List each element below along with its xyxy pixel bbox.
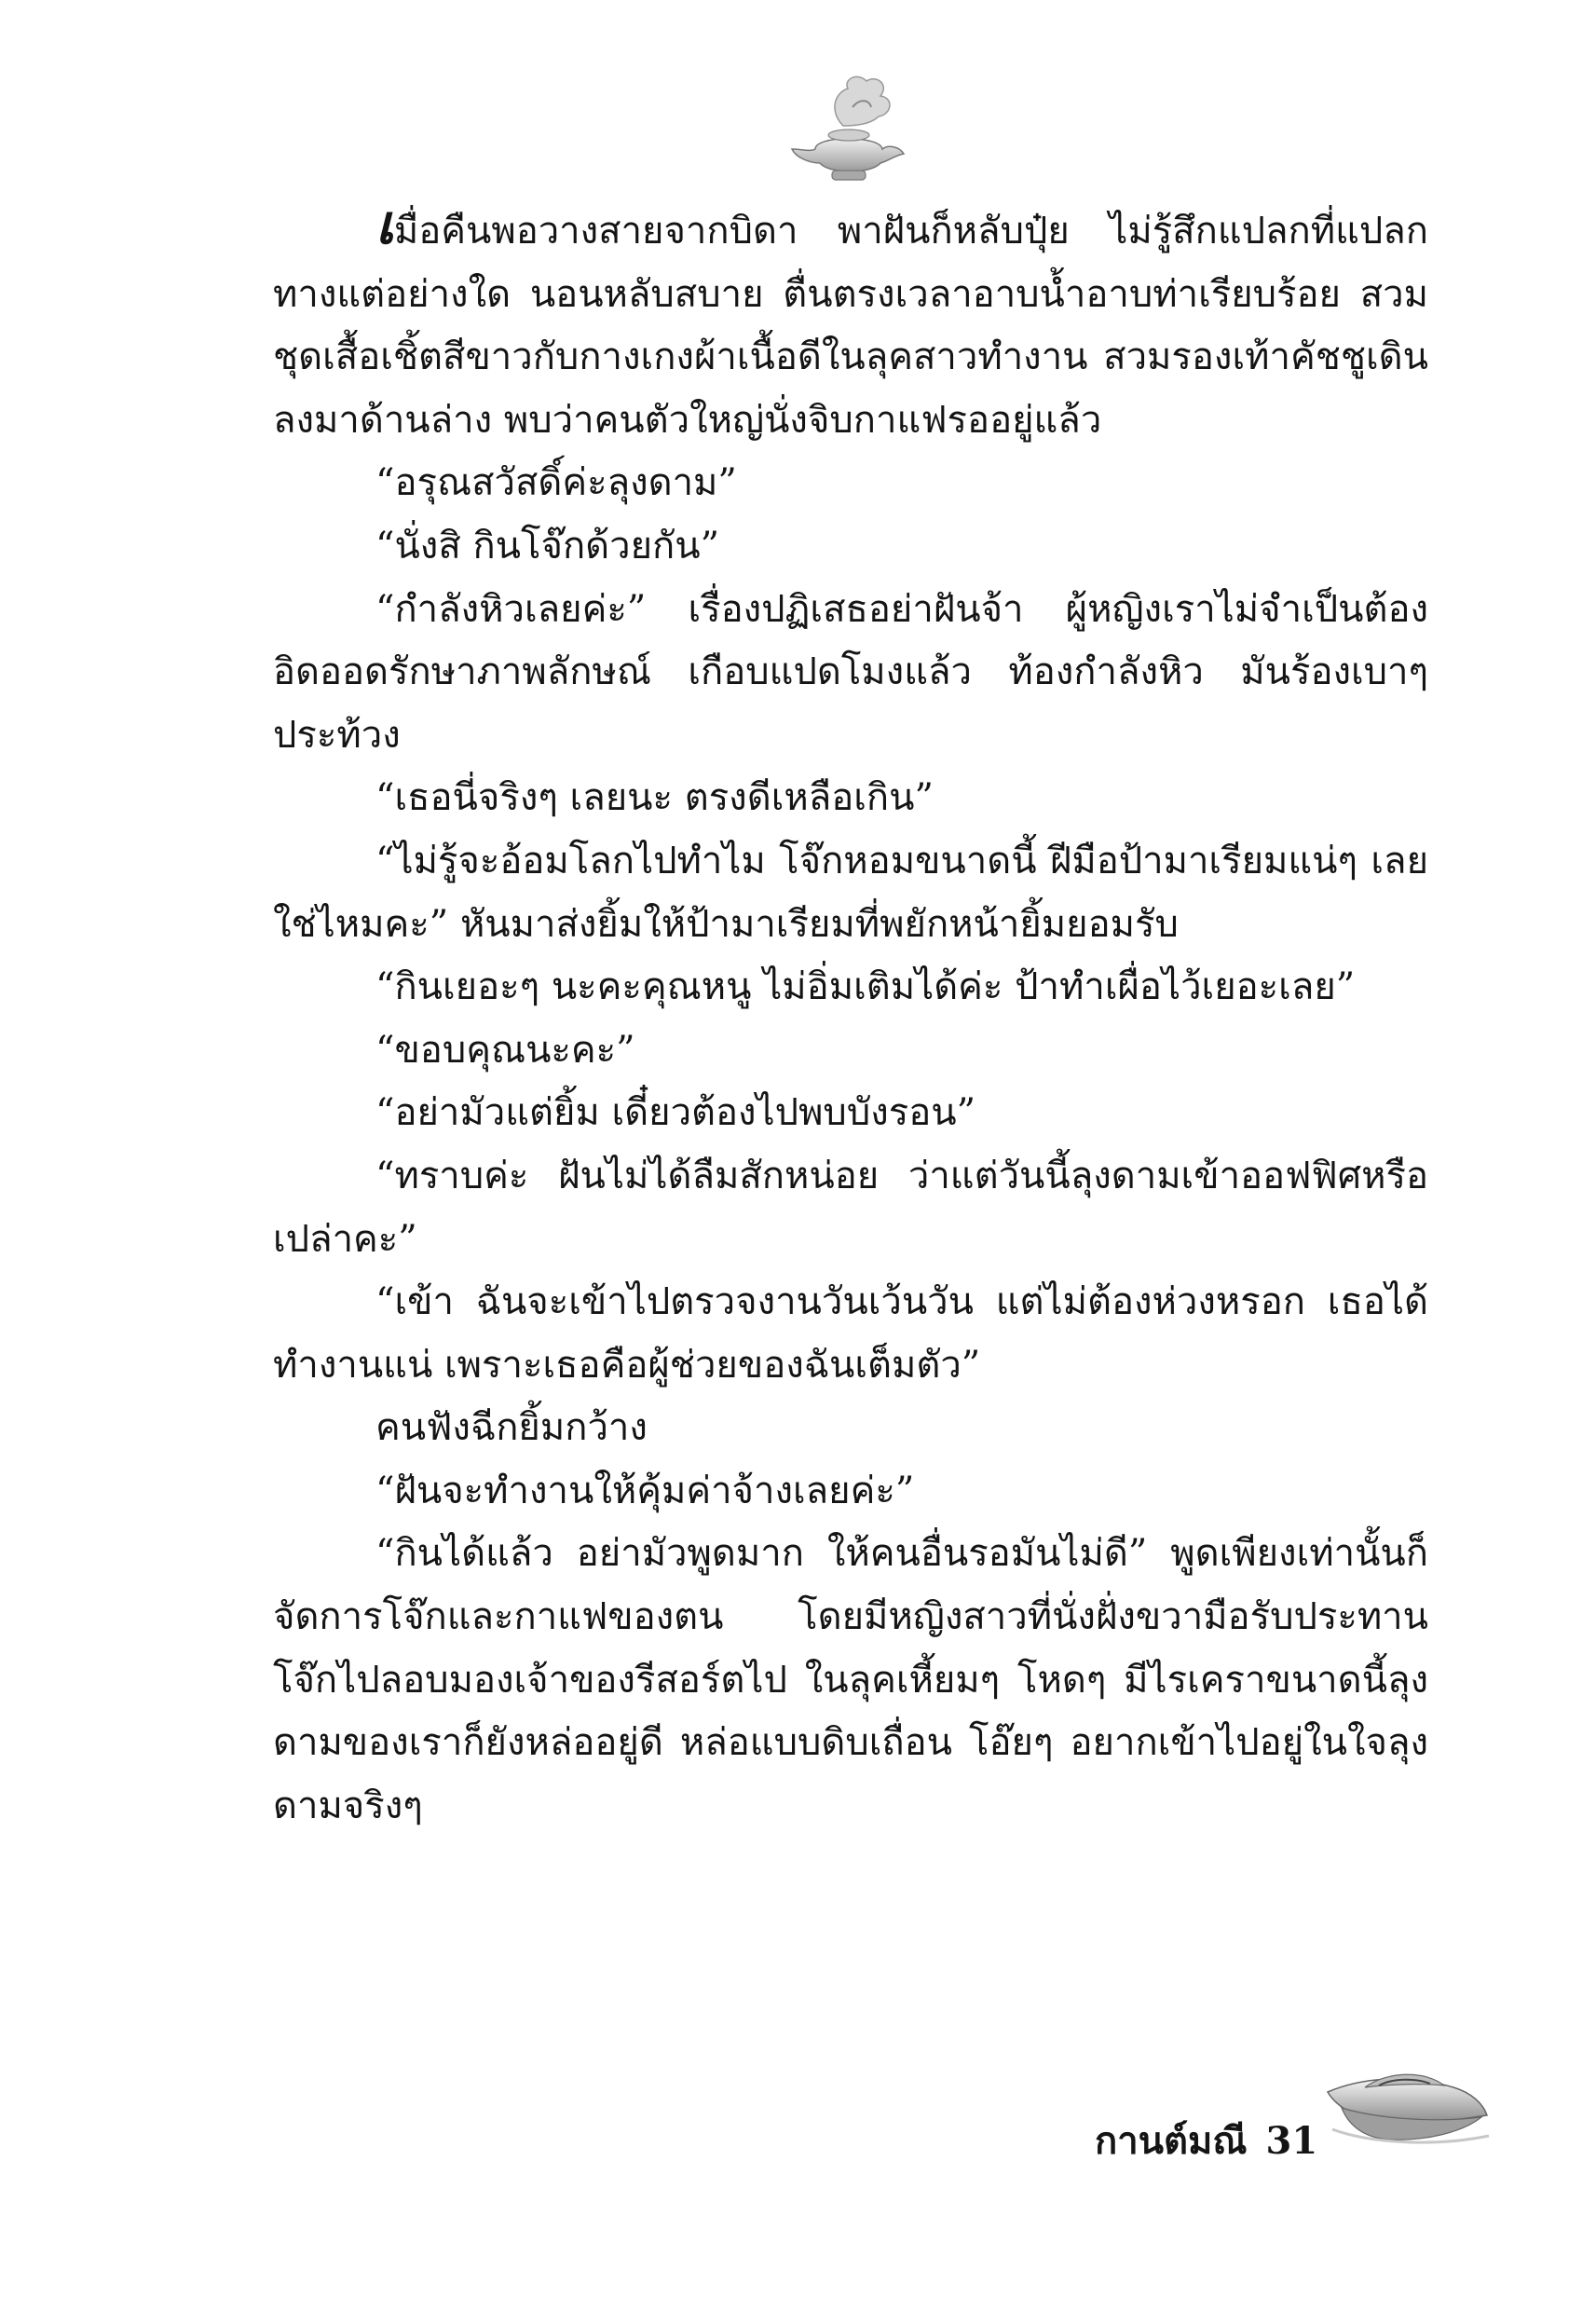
chapter-body <box>273 193 1428 1838</box>
genie-lamp-icon <box>778 70 918 191</box>
paragraph: “เข้า ฉันจะเข้าไปตรวจงานวันเว้นวัน แต่ไม่ต้องห่วงหรอก เธอได้ทำงานแน่ เพราะเธอคือผู้ช่วยของฉันเต็มตัว” <box>273 1280 1428 1387</box>
page-footer <box>1095 2111 1336 2170</box>
paragraph: “กินเยอะๆ นะคะคุณหนู ไม่อิ่มเติมได้ค่ะ ป้าทำเผื่อไว้เยอะเลย” <box>375 965 1356 1009</box>
paragraph: “ไม่รู้จะอ้อมโลกไปทำไม โจ๊กหอมขนาดนี้ ฝีมือป้ามาเรียมแน่ๆ เลย ใช่ไหมคะ” หันมาส่งยิ้มให้ป้ามาเรียมที่พยักหน้ายิ้มยอมรับ <box>273 839 1428 946</box>
paragraph-text: มื่อคืนพอวางสายจากบิดา พาฝันก็หลับปุ๋ย ไม่รู้สึกแปลกที่แปลกทางแต่อย่างใด นอนหลับสบาย ตื่นตรงเวลาอาบน้ำอาบท่าเรียบร้อย สวมชุดเสื้อเชิ้ตสีขาวกับกางเกงผ้าเนื้อดีในลุคสาวทำงาน สวมรองเท้าคัชชูเดินลงมาด้านล่าง พบว่าคนตัวใหญ่นั่งจิบกาแฟรออยู่แล้ว <box>273 210 1428 442</box>
paragraph: “ทราบค่ะ ฝันไม่ได้ลืมสักหน่อย ว่าแต่วันนี้ลุงดามเข้าออฟฟิศหรือเปล่าคะ” <box>273 1154 1428 1261</box>
paragraph: “ขอบคุณนะคะ” <box>375 1028 635 1072</box>
paragraph: “เธอนี่จริงๆ เลยนะ ตรงดีเหลือเกิน” <box>375 776 934 820</box>
book-title: กานต์มณี <box>1095 2119 1248 2163</box>
paragraph: “นั่งสิ กินโจ๊กด้วยกัน” <box>375 524 720 567</box>
paragraph: “ฝันจะทำงานให้คุ้มค่าจ้างเลยค่ะ” <box>375 1469 915 1512</box>
page-number: 31 <box>1265 2119 1318 2163</box>
paragraph: “อย่ามัวแต่ยิ้ม เดี๋ยวต้องไปพบบังรอน” <box>375 1091 976 1135</box>
paragraph <box>273 193 1428 452</box>
drop-cap: เ <box>375 193 394 256</box>
paragraph: “กินได้แล้ว อย่ามัวพูดมาก ให้คนอื่นรอมันไม่ดี” พูดเพียงเท่านั้นก็จัดการโจ๊กและกาแฟของตน โดยมีหญิงสาวที่นั่งฝั่งขวามือรับประทานโจ๊กไปลอบมองเจ้าของรีสอร์ตไป ในลุคเหี้ยมๆ โหดๆ มีไรเคราขนาดนี้ลุงดามของเราก็ยังหล่ออยู่ดี หล่อแบบดิบเถื่อน โอ๊ยๆ อยากเข้าไปอยู่ในใจลุงดามจริงๆ <box>273 1532 1428 1827</box>
paragraph: “อรุณสวัสดิ์ค่ะลุงดาม” <box>375 461 737 505</box>
speedboat-icon <box>1323 2050 1491 2153</box>
paragraph: “กำลังหิวเลยค่ะ” เรื่องปฏิเสธอย่าฝันจ้า ผู้หญิงเราไม่จำเป็นต้องอิดออดรักษาภาพลักษณ์ เกือบแปดโมงแล้ว ท้องกำลังหิว มันร้องเบาๆ ประท้วง <box>273 587 1428 757</box>
paragraph: คนฟังฉีกยิ้มกว้าง <box>375 1406 648 1450</box>
